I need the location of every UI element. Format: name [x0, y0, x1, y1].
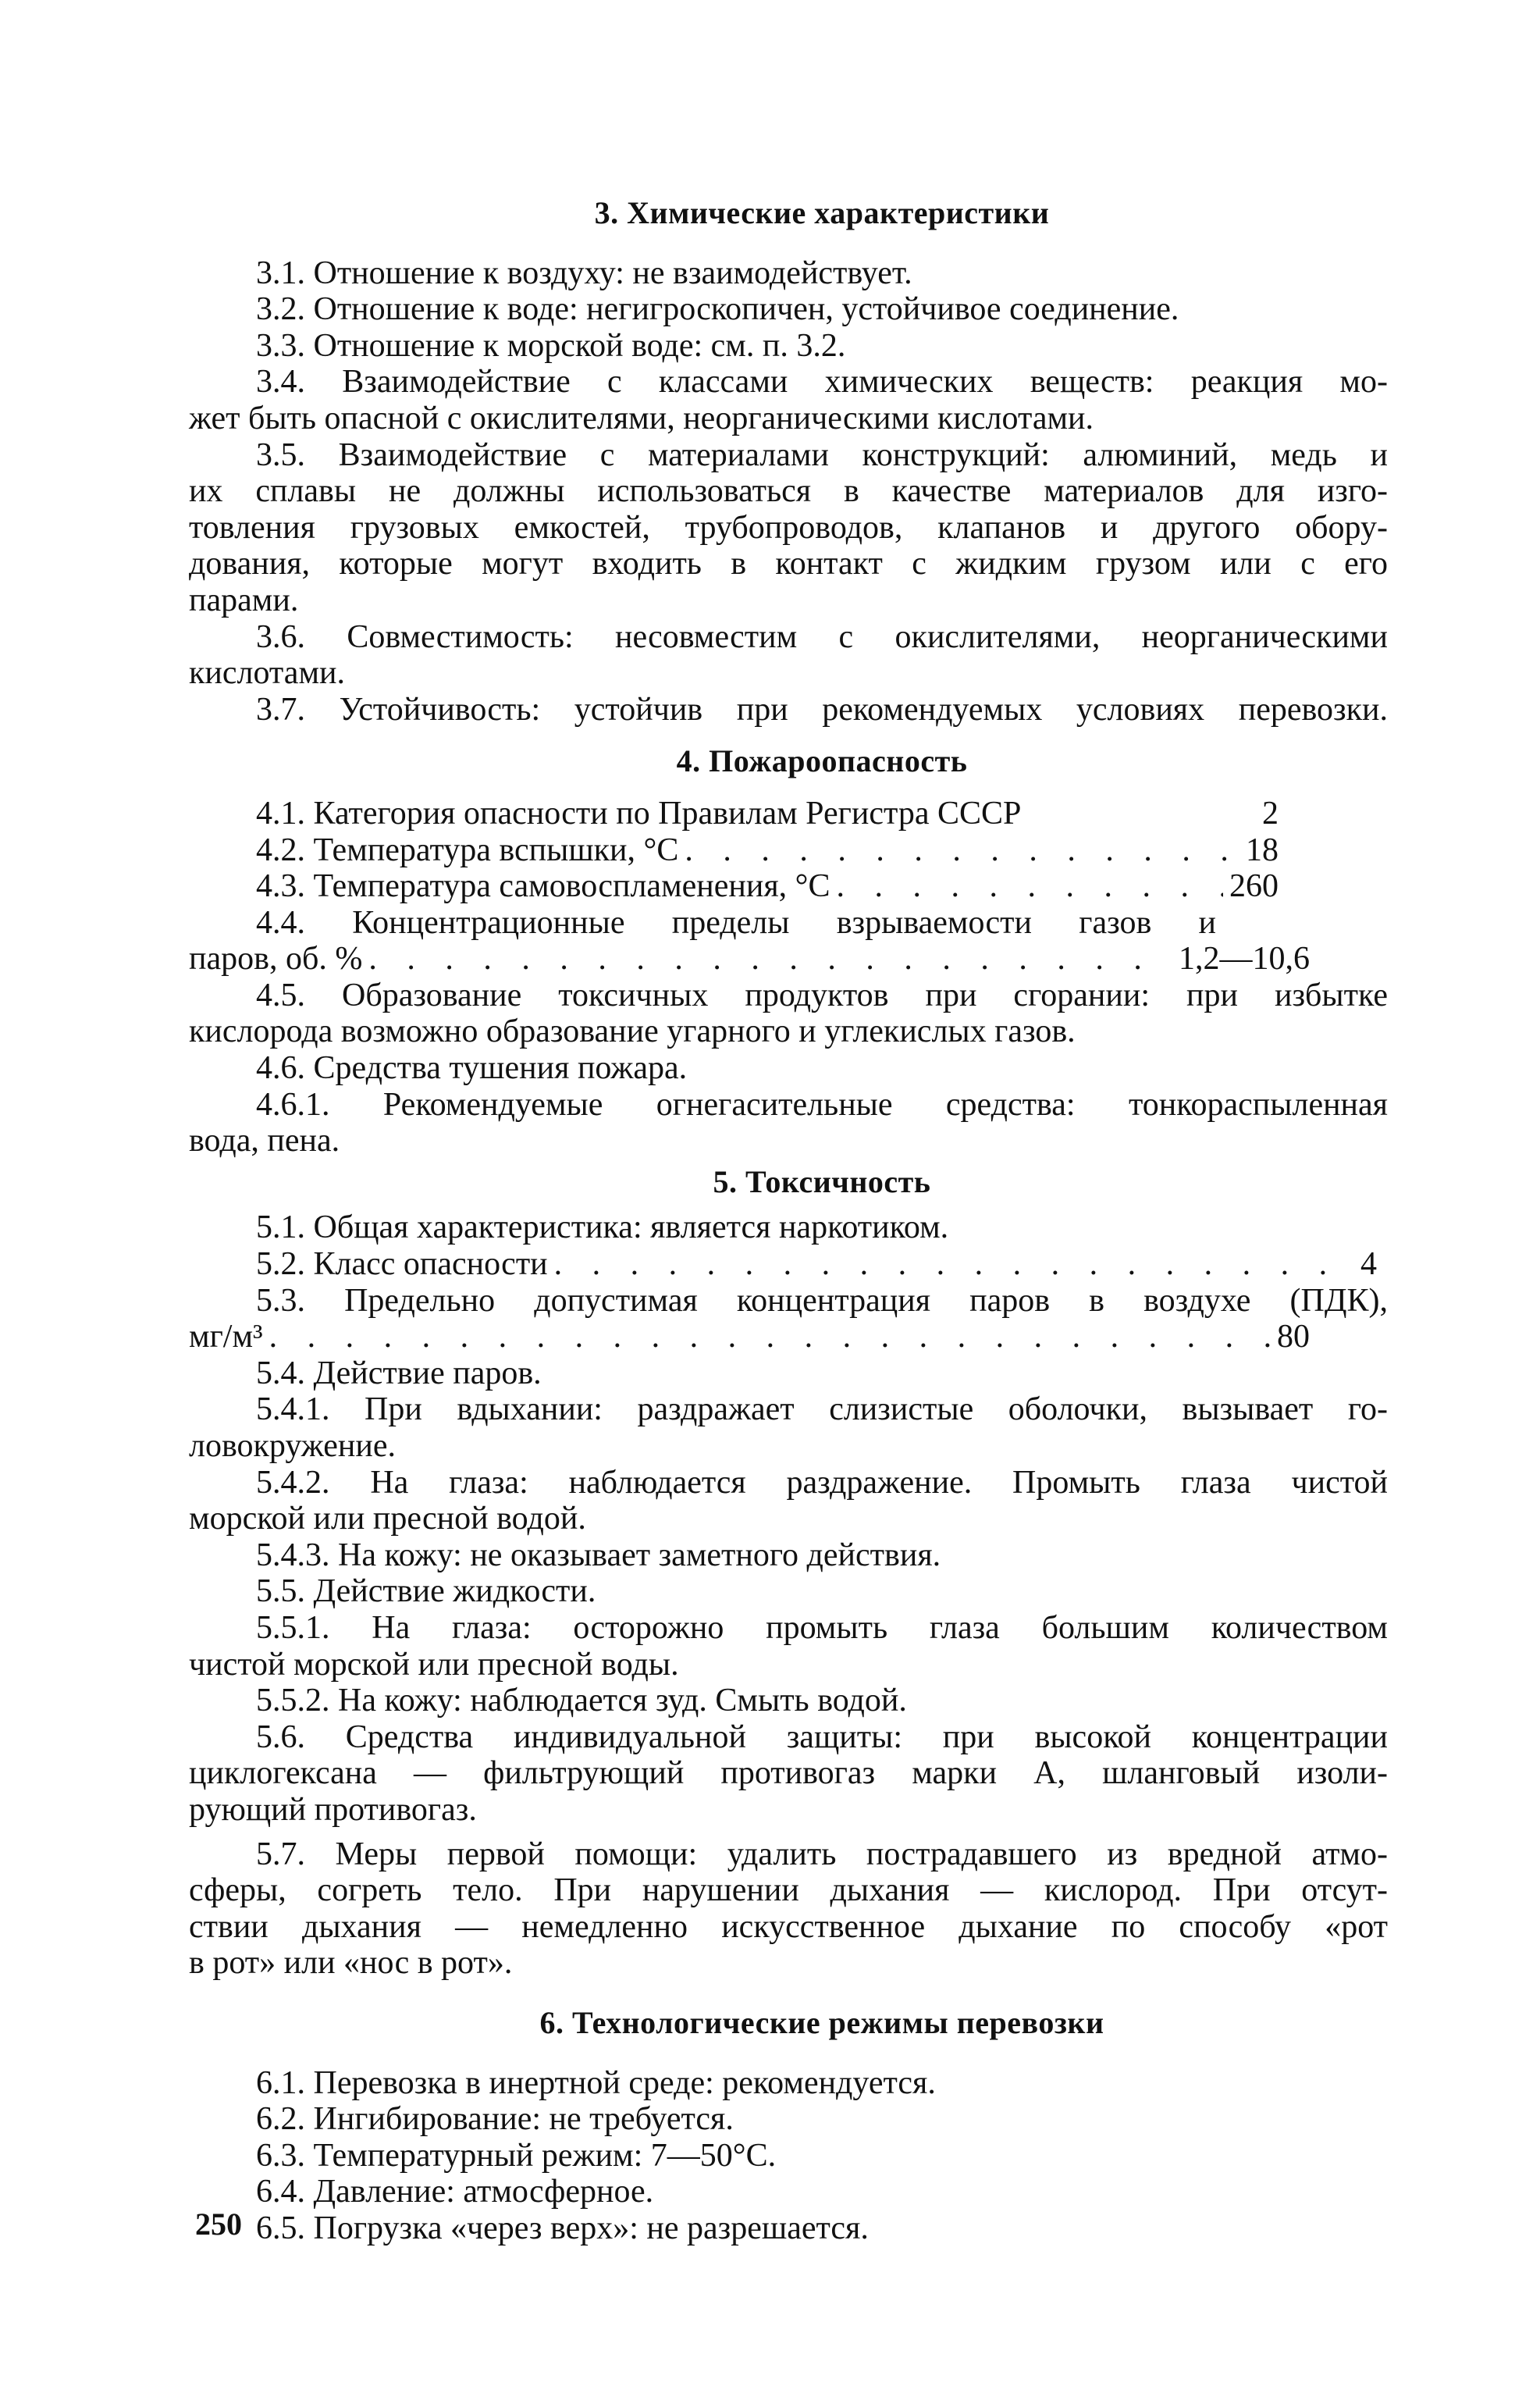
- item-6-3: 6.3. Температурный режим: 7—50°С.: [256, 2137, 777, 2174]
- item-5-4-1-line2: ловокружение.: [189, 1428, 397, 1464]
- item-5-5-2: 5.5.2. На кожу: наблюдается зуд. Смыть водой.: [256, 1683, 907, 1719]
- item-5-4: 5.4. Действие паров.: [256, 1355, 542, 1391]
- item-5-1: 5.1. Общая характеристика: является наркотиком.: [256, 1209, 949, 1246]
- item-5-3-line2: [189, 1319, 1310, 1355]
- section-3-heading: 3. Химические характеристики: [594, 195, 1050, 230]
- item-3-7: 3.7. Устойчивость: устойчив при рекомендуемых условиях перевозки.: [256, 691, 1388, 728]
- item-6-1: 6.1. Перевозка в инертной среде: рекомендуется.: [256, 2064, 936, 2101]
- item-5-5-1-line2: чистой морской или пресной воды.: [189, 1646, 679, 1683]
- item-5-6-line2: циклогексана — фильтрующий противогаз марки А, шланговый изоли-: [189, 1755, 1388, 1792]
- item-6-5: 6.5. Погрузка «через верх»: не разрешается.: [256, 2210, 869, 2246]
- item-4-1: [256, 796, 1279, 832]
- item-3-1: 3.1. Отношение к воздуху: не взаимодействует.: [256, 255, 912, 291]
- item-5-4-2-line1: 5.4.2. На глаза: наблюдается раздражение. Промыть глаза чистой: [256, 1464, 1388, 1501]
- item-4-4-line1: 4.4. Концентрационные пределы взрываемости газов и: [256, 904, 1216, 941]
- item-4-2: [256, 832, 1279, 869]
- item-4-6: 4.6. Средства тушения пожара.: [256, 1050, 688, 1087]
- item-5-6-line3: рующий противогаз.: [189, 1791, 477, 1828]
- item-5-6-line1: 5.6. Средства индивидуальной защиты: при высокой концентрации: [256, 1719, 1388, 1755]
- item-4-6-1-line1: 4.6.1. Рекомендуемые огнегасительные средства: тонкораспыленная: [256, 1086, 1388, 1123]
- item-4-1-label: 4.1. Категория опасности по Правилам Регистра СССР: [256, 795, 1022, 832]
- item-5-3-value: 80: [1277, 1319, 1310, 1355]
- item-6-4: 6.4. Давление: атмосферное.: [256, 2174, 654, 2210]
- item-4-4-line2: [189, 941, 1310, 978]
- item-3-5-line2: их сплавы не должны использоваться в качестве материалов для изго-: [189, 473, 1388, 510]
- item-5-2-value: 4: [1360, 1246, 1377, 1283]
- item-4-5-line1: 4.5. Образование токсичных продуктов при сгорании: при избытке: [256, 977, 1388, 1013]
- page-number: 250: [195, 2206, 242, 2242]
- item-3-6-line1: 3.6. Совместимость: несовместим с окислителями, неорганическими: [256, 618, 1388, 655]
- item-4-3-label: 4.3. Температура самовоспламенения, °С: [256, 868, 830, 905]
- item-5-7-line1: 5.7. Меры первой помощи: удалить пострадавшего из вредной атмо-: [256, 1836, 1388, 1872]
- item-3-6-line2: кислотами.: [189, 655, 345, 692]
- item-3-5-line3: товления грузовых емкостей, трубопроводов, клапанов и другого обору-: [189, 509, 1388, 546]
- item-3-4-line1: 3.4. Взаимодействие с классами химических веществ: реакция мо-: [256, 364, 1388, 401]
- item-4-4-label: паров, об. %: [189, 941, 363, 978]
- dot-leader: [554, 1246, 1354, 1283]
- item-3-5-line5: парами.: [189, 582, 299, 618]
- item-4-3-value: 260: [1229, 868, 1279, 905]
- item-4-2-label: 4.2. Температура вспышки, °С: [256, 832, 679, 868]
- item-3-5-line4: дования, которые могут входить в контакт с жидким грузом или с его: [189, 546, 1388, 582]
- item-5-3-label: мг/м³: [189, 1319, 263, 1355]
- item-5-4-3: 5.4.3. На кожу: не оказывает заметного действия.: [256, 1537, 941, 1573]
- item-3-2: 3.2. Отношение к воде: негигроскопичен, устойчивое соединение.: [256, 291, 1179, 328]
- item-4-2-value: 18: [1246, 832, 1279, 868]
- item-4-3: [256, 868, 1279, 905]
- item-5-7-line2: сферы, согреть тело. При нарушении дыхания — кислород. При отсут-: [189, 1872, 1388, 1909]
- item-5-5: 5.5. Действие жидкости.: [256, 1573, 596, 1610]
- item-4-5-line2: кислорода возможно образование угарного и углекислых газов.: [189, 1013, 1076, 1050]
- item-5-2-label: 5.2. Класс опасности: [256, 1246, 548, 1283]
- item-4-6-1-line2: вода, пена.: [189, 1123, 340, 1159]
- item-5-5-1-line1: 5.5.1. На глаза: осторожно промыть глаза большим количеством: [256, 1609, 1388, 1646]
- dot-leader: [685, 832, 1239, 869]
- item-5-7-line3: ствии дыхания — немедленно искусственное дыхание по способу «рот: [189, 1908, 1388, 1945]
- section-5-heading: 5. Токсичность: [713, 1163, 931, 1199]
- item-5-4-1-line1: 5.4.1. При вдыхании: раздражает слизистые оболочки, вызывает го-: [256, 1391, 1388, 1428]
- item-6-2: 6.2. Ингибирование: не требуется.: [256, 2101, 734, 2138]
- item-3-4-line2: жет быть опасной с окислителями, неорганическими кислотами.: [189, 400, 1094, 436]
- item-5-3-line1: 5.3. Предельно допустимая концентрация паров в воздухе (ПДК),: [256, 1282, 1388, 1319]
- item-3-3: 3.3. Отношение к морской воде: см. п. 3.2.: [256, 327, 846, 364]
- dot-leader: [837, 868, 1224, 905]
- item-5-4-2-line2: морской или пресной водой.: [189, 1501, 586, 1537]
- item-4-1-value: 2: [1262, 795, 1279, 832]
- item-5-2: [256, 1246, 1377, 1283]
- dot-leader: [269, 1319, 1271, 1355]
- dot-leader: [368, 941, 1172, 978]
- item-4-4-value: 1,2—10,6: [1179, 941, 1310, 978]
- section-4-heading: 4. Пожароопасность: [676, 743, 968, 779]
- item-5-7-line4: в рот» или «нос в рот».: [189, 1945, 513, 1982]
- item-3-5-line1: 3.5. Взаимодействие с материалами конструкций: алюминий, медь и: [256, 436, 1388, 473]
- section-6-heading: 6. Технологические режимы перевозки: [539, 2004, 1104, 2040]
